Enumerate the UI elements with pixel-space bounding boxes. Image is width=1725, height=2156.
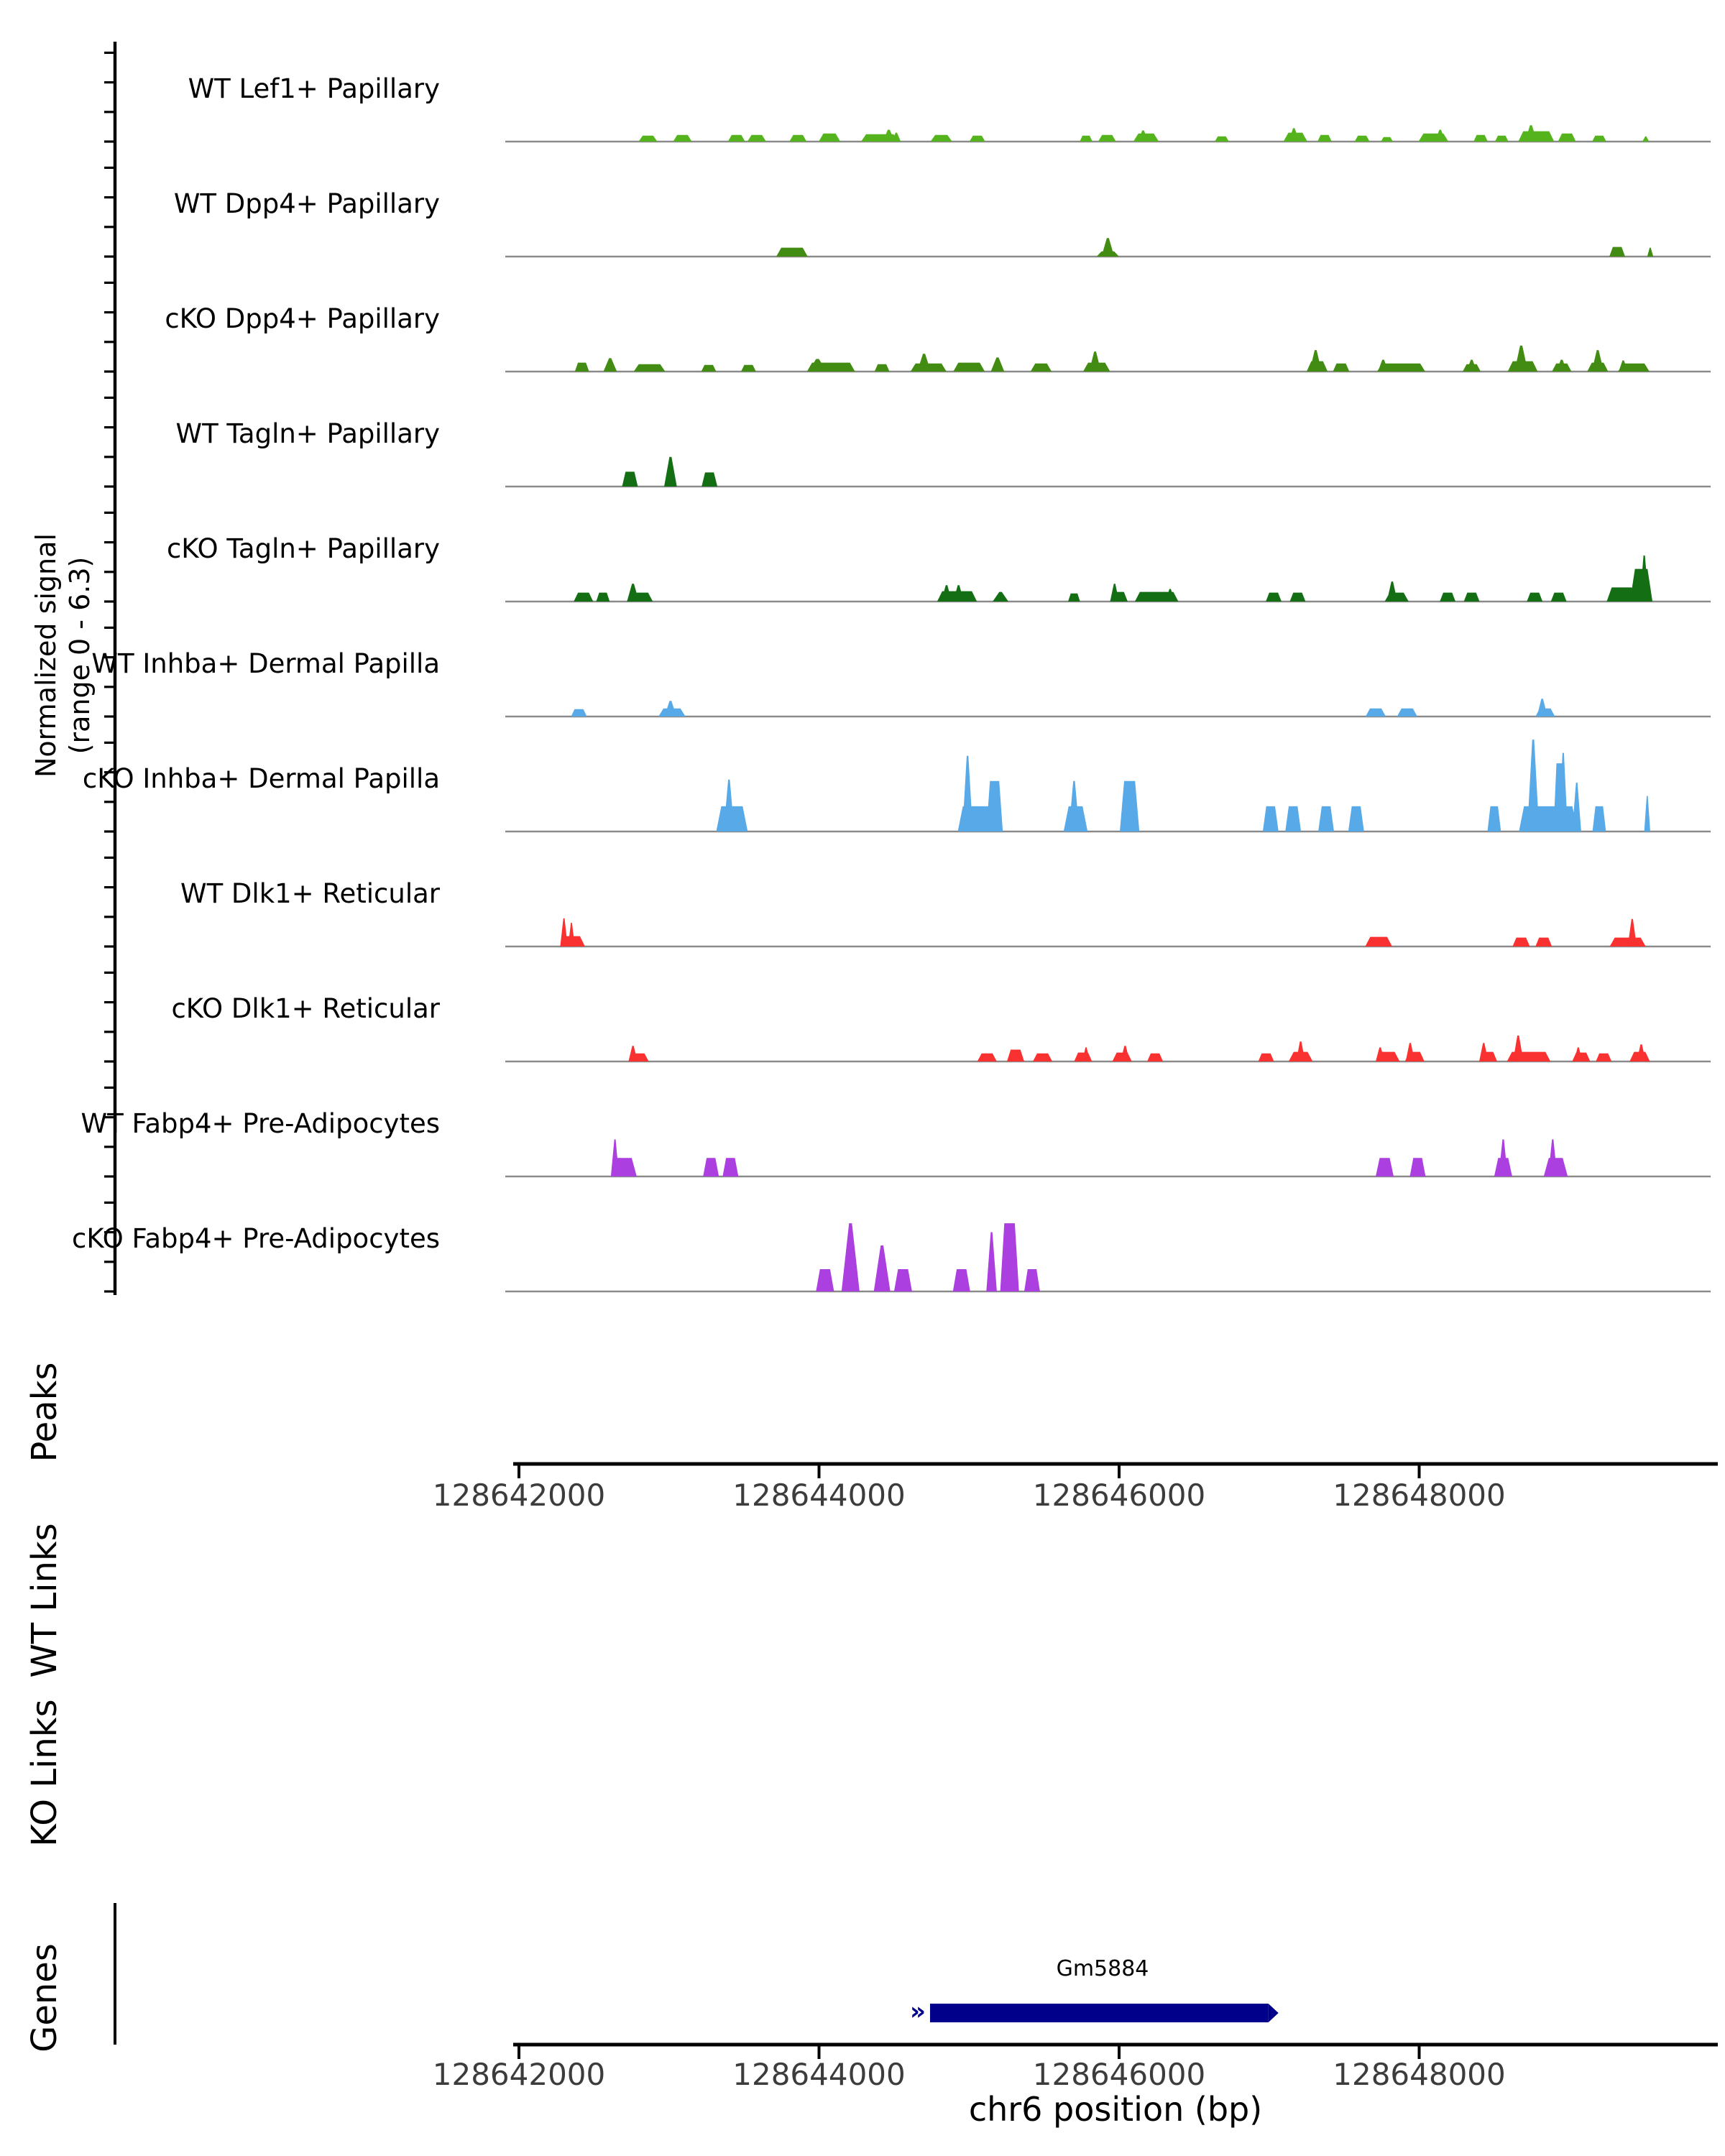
signal-peak-cko-dpp4-papillary — [875, 364, 890, 372]
signal-peak-cko-dpp4-papillary — [1514, 346, 1528, 372]
signal-peak-wt-inhba-dermal-papilla — [571, 709, 587, 717]
signal-peak-wt-lef1-papillary — [970, 136, 985, 142]
signal-peak-wt-lef1-papillary — [673, 135, 692, 142]
signal-peak-wt-dlk1-reticular — [568, 923, 574, 946]
signal-peak-wt-fabp4-pre-adipocytes — [1376, 1158, 1394, 1176]
signal-peak-cko-inhba-dermal-papilla — [1318, 806, 1334, 831]
gene-label: Gm5884 — [1056, 1956, 1149, 1981]
signal-peak-wt-lef1-papillary — [639, 136, 658, 142]
signal-peak-cko-dpp4-papillary — [702, 365, 717, 372]
y-axis-label-line1: Normalized signal — [30, 533, 62, 778]
section-label-wt-links: WT Links — [24, 1523, 65, 1678]
peaks-axis-tick-label-2: 128646000 — [1032, 1478, 1206, 1513]
signal-peak-cko-tagln-papillary — [1290, 593, 1306, 602]
signal-peak-wt-dpp4-papillary — [1609, 247, 1625, 257]
signal-peak-cko-dpp4-papillary — [741, 365, 756, 372]
track-label-cko-tagln-papillary: cKO Tagln+ Papillary — [166, 533, 440, 564]
signal-peak-cko-dpp4-papillary — [1089, 351, 1101, 372]
position-axis-tick-label-0: 128642000 — [432, 2057, 606, 2092]
signal-peak-cko-dlk1-reticular — [1296, 1041, 1305, 1061]
position-axis-tick-label-1: 128644000 — [732, 2057, 906, 2092]
signal-peak-cko-tagln-papillary — [1266, 593, 1282, 602]
gene-body-gm5884 — [930, 2004, 1269, 2022]
signal-peak-cko-dlk1-reticular — [1513, 1036, 1524, 1061]
track-label-wt-inhba-dermal-papilla: WT Inhba+ Dermal Papilla — [91, 648, 440, 679]
signal-peak-cko-inhba-dermal-papilla — [1348, 806, 1364, 831]
track-label-wt-dpp4-papillary: WT Dpp4+ Papillary — [173, 188, 440, 219]
signal-peak-cko-inhba-dermal-papilla — [1644, 796, 1650, 832]
signal-peak-wt-lef1-papillary — [1317, 135, 1332, 142]
signal-peak-cko-fabp4-pre-adipocytes — [842, 1223, 860, 1291]
signal-peak-cko-fabp4-pre-adipocytes — [1024, 1269, 1040, 1291]
peaks-axis-tick-label-3: 128648000 — [1333, 1478, 1506, 1513]
signal-peak-wt-lef1-papillary — [1381, 137, 1393, 142]
signal-peak-cko-inhba-dermal-papilla — [1285, 806, 1301, 831]
signal-peak-wt-dpp4-papillary — [776, 248, 808, 257]
signal-peak-wt-dpp4-papillary — [1647, 248, 1653, 257]
signal-peak-wt-dlk1-reticular — [1365, 937, 1392, 946]
track-label-wt-tagln-papillary: WT Tagln+ Papillary — [175, 418, 440, 449]
signal-peak-cko-tagln-papillary — [1551, 593, 1567, 602]
signal-peak-cko-tagln-papillary — [574, 593, 593, 602]
signal-peak-wt-dlk1-reticular — [1535, 938, 1552, 946]
signal-peak-wt-tagln-papillary — [622, 471, 638, 487]
signal-peak-wt-lef1-papillary — [1473, 135, 1488, 142]
track-label-cko-fabp4-pre-adipocytes: cKO Fabp4+ Pre-Adipocytes — [71, 1223, 440, 1254]
signal-peak-cko-inhba-dermal-papilla — [1593, 806, 1606, 831]
signal-peak-cko-fabp4-pre-adipocytes — [894, 1269, 912, 1291]
signal-peak-cko-inhba-dermal-papilla — [1527, 740, 1540, 831]
signal-peak-wt-lef1-papillary — [1215, 137, 1229, 142]
signal-peak-cko-fabp4-pre-adipocytes — [986, 1233, 997, 1292]
track-label-cko-inhba-dermal-papilla: cKO Inhba+ Dermal Papilla — [82, 763, 440, 794]
signal-peak-cko-inhba-dermal-papilla — [1488, 806, 1501, 831]
signal-peak-cko-dpp4-papillary — [917, 354, 931, 372]
signal-peak-wt-lef1-papillary — [819, 134, 840, 142]
gene-strand-chevron-icon: » — [909, 1997, 926, 2026]
signal-peak-wt-lef1-papillary — [1642, 137, 1649, 142]
signal-peak-cko-inhba-dermal-papilla — [1120, 781, 1139, 831]
section-label-genes: Genes — [24, 1943, 65, 2053]
signal-peak-cko-dlk1-reticular — [1007, 1050, 1024, 1062]
signal-peak-cko-fabp4-pre-adipocytes — [816, 1269, 834, 1291]
signal-peak-wt-lef1-papillary — [1592, 136, 1606, 142]
signal-peak-cko-tagln-papillary — [1068, 594, 1080, 602]
track-label-wt-lef1-papillary: WT Lef1+ Papillary — [188, 73, 440, 104]
signal-peak-cko-dpp4-papillary — [1333, 364, 1350, 372]
position-axis-tick-label-2: 128646000 — [1032, 2057, 1206, 2092]
signal-peak-wt-lef1-papillary — [748, 135, 766, 142]
signal-peak-cko-tagln-papillary — [993, 592, 1008, 602]
signal-peak-cko-tagln-papillary — [1527, 593, 1542, 602]
signal-peak-cko-tagln-papillary — [597, 593, 610, 602]
signal-peak-cko-dpp4-papillary — [1592, 350, 1604, 372]
track-label-wt-dlk1-reticular: WT Dlk1+ Reticular — [180, 878, 440, 909]
x-axis-title: chr6 position (bp) — [968, 2090, 1263, 2129]
signal-peak-wt-dlk1-reticular — [560, 918, 567, 946]
track-label-cko-dpp4-papillary: cKO Dpp4+ Papillary — [165, 303, 440, 334]
y-axis-label-line2: (range 0 - 6.3) — [64, 556, 96, 755]
signal-peak-wt-lef1-papillary — [728, 135, 745, 142]
signal-peak-cko-dlk1-reticular — [1033, 1054, 1052, 1061]
signal-peak-cko-tagln-papillary — [1387, 581, 1398, 602]
signal-peak-wt-fabp4-pre-adipocytes — [703, 1158, 719, 1176]
gene-arrow-tip-icon — [1269, 2004, 1279, 2022]
signal-peak-wt-lef1-papillary — [1080, 136, 1092, 142]
signal-peak-cko-dpp4-papillary — [1310, 350, 1322, 372]
signal-peak-wt-tagln-papillary — [702, 472, 717, 487]
signal-peak-cko-tagln-papillary — [1440, 593, 1455, 602]
signal-peak-cko-dlk1-reticular — [978, 1054, 997, 1061]
signal-peak-cko-dpp4-papillary — [634, 364, 666, 372]
signal-peak-wt-fabp4-pre-adipocytes — [722, 1158, 738, 1176]
signal-peak-wt-lef1-papillary — [1098, 135, 1116, 142]
signal-peak-cko-dlk1-reticular — [1147, 1054, 1163, 1061]
signal-peak-cko-dpp4-papillary — [1031, 364, 1052, 372]
section-label-ko-links: KO Links — [24, 1699, 65, 1847]
track-label-cko-dlk1-reticular: cKO Dlk1+ Reticular — [171, 993, 440, 1024]
signal-peak-wt-dlk1-reticular — [1628, 919, 1637, 946]
position-axis-tick-label-3: 128648000 — [1333, 2057, 1506, 2092]
signal-peak-wt-lef1-papillary — [931, 135, 952, 142]
signal-peak-wt-inhba-dermal-papilla — [1537, 699, 1547, 717]
signal-peak-wt-dlk1-reticular — [1610, 938, 1646, 946]
signal-peak-wt-inhba-dermal-papilla — [1397, 709, 1417, 717]
signal-peak-cko-dlk1-reticular — [1596, 1054, 1611, 1061]
track-label-wt-fabp4-pre-adipocytes: WT Fabp4+ Pre-Adipocytes — [80, 1108, 440, 1139]
peaks-axis-tick-label-1: 128644000 — [732, 1478, 906, 1513]
signal-peak-wt-inhba-dermal-papilla — [1366, 709, 1386, 717]
signal-peak-wt-lef1-papillary — [789, 135, 806, 142]
signal-peak-cko-inhba-dermal-papilla — [724, 780, 735, 831]
signal-peak-cko-tagln-papillary — [1464, 593, 1480, 602]
signal-peak-cko-inhba-dermal-papilla — [986, 781, 1003, 831]
signal-peak-cko-fabp4-pre-adipocytes — [953, 1269, 970, 1291]
signal-peak-cko-dpp4-papillary — [575, 363, 589, 372]
signal-peak-wt-lef1-papillary — [1495, 136, 1509, 142]
signal-peak-wt-lef1-papillary — [1355, 136, 1370, 142]
peaks-axis-tick-label-0: 128642000 — [432, 1478, 606, 1513]
signal-peak-cko-dpp4-papillary — [991, 357, 1005, 372]
signal-peak-wt-fabp4-pre-adipocytes — [1410, 1158, 1426, 1176]
signal-peak-cko-fabp4-pre-adipocytes — [1000, 1223, 1019, 1291]
signal-peak-wt-dlk1-reticular — [1512, 938, 1530, 946]
signal-peak-wt-lef1-papillary — [1558, 134, 1576, 142]
signal-peak-wt-dpp4-papillary — [1102, 238, 1115, 257]
signal-peak-cko-fabp4-pre-adipocytes — [874, 1245, 891, 1291]
signal-peak-cko-dpp4-papillary — [953, 363, 985, 372]
signal-peak-cko-inhba-dermal-papilla — [1263, 806, 1279, 831]
signal-peak-cko-dpp4-papillary — [604, 358, 617, 372]
signal-peak-cko-dlk1-reticular — [1259, 1054, 1274, 1061]
signal-peak-wt-tagln-papillary — [664, 457, 677, 487]
signal-peak-cko-inhba-dermal-papilla — [1572, 783, 1581, 831]
signal-peak-cko-inhba-dermal-papilla — [962, 756, 973, 831]
section-label-peaks: Peaks — [24, 1362, 65, 1462]
